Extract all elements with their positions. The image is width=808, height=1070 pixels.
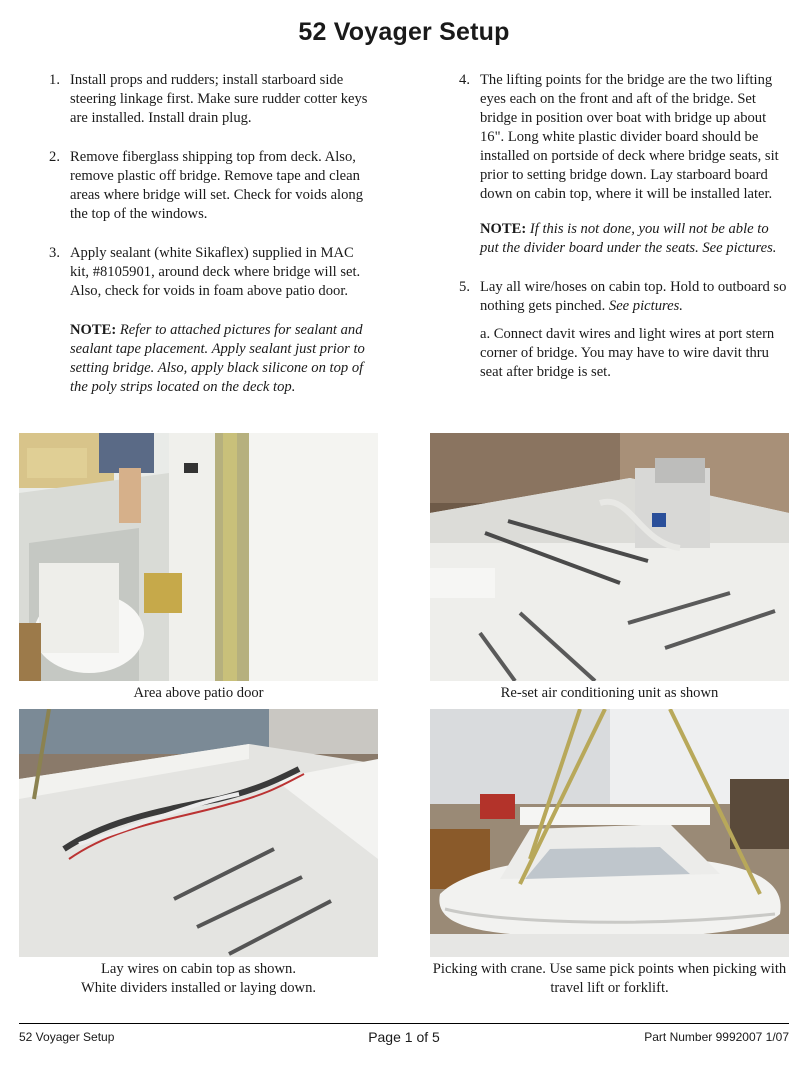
footer-divider xyxy=(19,1023,789,1024)
caption-photo-2: Re-set air conditioning unit as shown xyxy=(500,685,719,701)
step-2 xyxy=(40,148,370,224)
step-number: 2. xyxy=(49,149,60,165)
step-number: 5. xyxy=(459,279,470,295)
step-3 xyxy=(40,244,370,301)
photo-wires-cabin-top xyxy=(19,709,378,957)
step-1 xyxy=(40,71,370,128)
page-title: 52 Voyager Setup xyxy=(298,18,510,46)
footer-page-number: Page 1 of 5 xyxy=(368,1029,440,1045)
note-text: Refer to attached pictures for sealant and sealant tape placement. Apply sealant just prior to setting bridge. Also, apply black silicone on top of the poly strips located on the deck top. xyxy=(70,322,365,395)
step-text-italic: See pictures. xyxy=(608,298,683,314)
caption-photo-4: Picking with crane. Use same pick points when picking with travel lift or forklift. xyxy=(432,961,787,996)
step-4 xyxy=(450,71,788,204)
right-column xyxy=(450,71,788,382)
caption-photo-1: Area above patio door xyxy=(133,685,264,701)
step-number: 1. xyxy=(49,72,60,88)
step-text: Apply sealant (white Sikaflex) supplied in MAC kit, #8105901, around deck where bridge will set. Also, check for voids in foam above patio door. xyxy=(70,245,361,299)
caption-photo-3-line-2: White dividers installed or laying down. xyxy=(80,980,317,996)
step-text: Lay all wire/hoses on cabin top. Hold to outboard so nothing gets pinched. xyxy=(480,279,787,314)
photo-air-conditioning xyxy=(430,433,789,681)
note-sealant xyxy=(70,321,370,397)
note-label: NOTE: xyxy=(70,322,117,338)
step-5 xyxy=(450,278,788,316)
caption-photo-3-line-1: Lay wires on cabin top as shown. xyxy=(101,961,296,977)
left-column xyxy=(40,71,370,397)
step-number: 4. xyxy=(459,72,470,88)
photo-crane-pick xyxy=(430,709,789,957)
photo-patio-door xyxy=(19,433,378,681)
note-label: NOTE: xyxy=(480,221,527,237)
step-text: Remove fiberglass shipping top from deck. Also, remove plastic off bridge. Remove tape and clean areas where bridge will set. Check for voids along the top of the windows. xyxy=(70,149,364,222)
caption-photo-3 xyxy=(19,960,378,998)
step-text: Install props and rudders; install starboard side steering linkage first. Make sure rudder cotter keys are installed. Install drain plug. xyxy=(70,72,368,126)
footer-left: 52 Voyager Setup xyxy=(19,1030,115,1044)
note-text: If this is not done, you will not be able to put the divider board under the seats. See pictures. xyxy=(480,221,777,256)
step-number: 3. xyxy=(49,245,60,261)
note-divider xyxy=(480,220,788,258)
step-text: The lifting points for the bridge are the two lifting eyes each on the front and aft of the bridge. Set bridge in position over boat with bridge up about 16". Long white plastic divider board should be installed on portside of deck where bridge seats, sit prior to setting bridge down. Lay starboard board down on cabin top, where it will be installed later. xyxy=(480,72,779,202)
step-5a: a. Connect davit wires and light wires at port stern corner of bridge. You may have to wire davit thru seat after bridge is set. xyxy=(480,326,775,380)
footer-part-number: Part Number 9992007 1/07 xyxy=(644,1030,789,1044)
